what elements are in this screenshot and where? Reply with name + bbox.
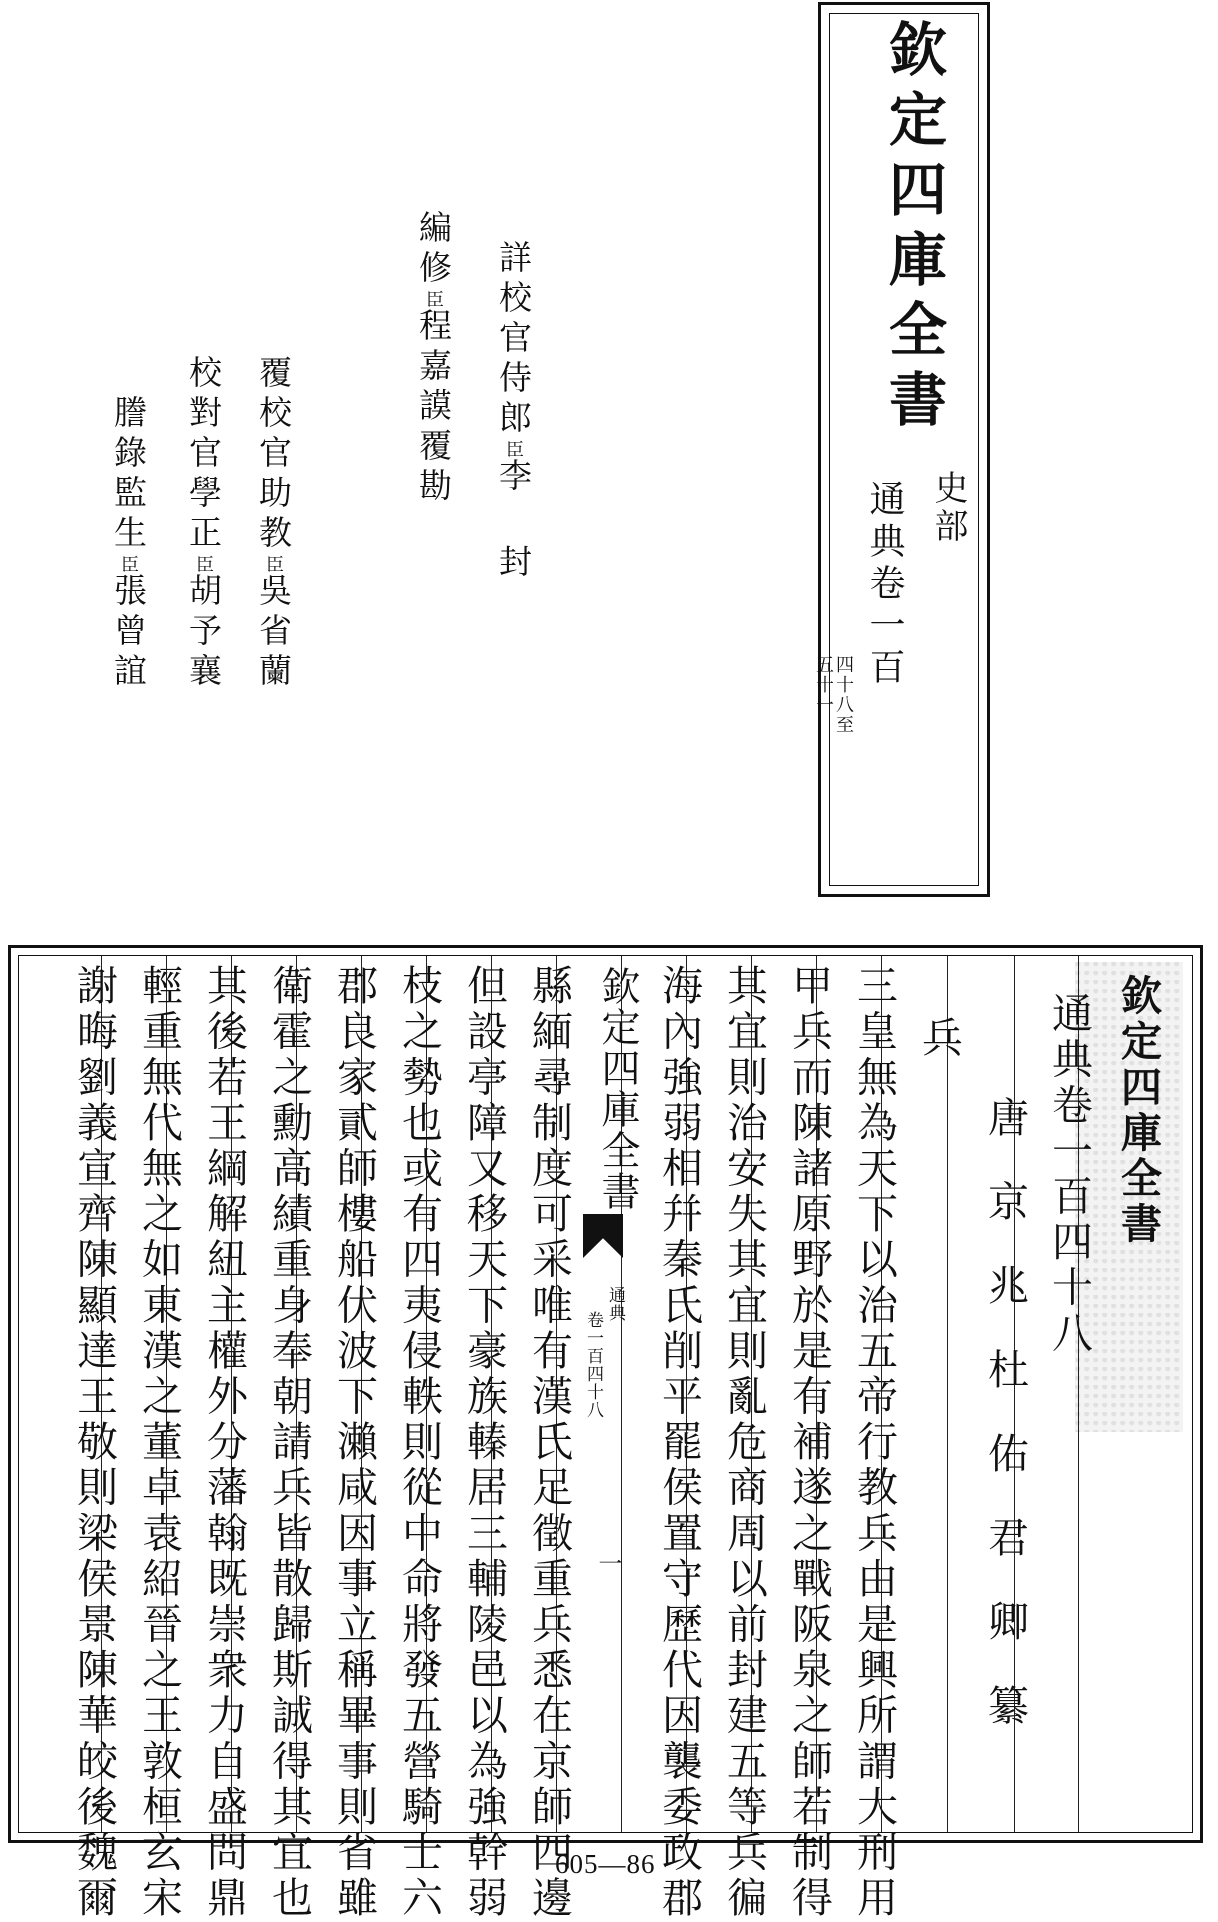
credit-role: 覆校官助教 <box>254 355 293 555</box>
official-mark: 臣 <box>423 290 444 308</box>
volume-range-line1: 四十八至 <box>833 655 854 735</box>
body-column: 海內強弱相幷秦氏削平罷侯置守歷代因襲委政郡 <box>655 964 703 1922</box>
body-column: 縣緬尋制度可采唯有漢氏足徵重兵悉在京師四邊 <box>525 964 573 1922</box>
body-column: 其宜則治安失其宜則亂危商周以前封建五等兵徧 <box>720 964 768 1922</box>
credit-line <box>105 395 152 693</box>
header-title: 欽定四庫全書 <box>1114 974 1162 1248</box>
body-column: 三皇無為天下以治五帝行教兵由是興所謂大刑用 <box>850 964 898 1922</box>
credit-name: 程嘉謨覆勘 <box>414 308 453 508</box>
official-mark: 臣 <box>263 555 284 573</box>
official-mark: 臣 <box>503 440 524 458</box>
column-rule <box>947 956 948 1832</box>
body-column: 郡良家貳師樓船伏波下瀨咸因事立稱畢事則省雖 <box>330 964 378 1922</box>
fold-title: 欽定四庫全書 <box>595 966 640 1212</box>
volume-title: 通典卷一百 <box>864 480 905 690</box>
body-column: 甲兵而陳諸原野於是有補遂之戰阪泉之師若制得 <box>785 964 833 1922</box>
body-column: 枝之勢也或有四夷侵軼則從中命將發五營騎士六 <box>395 964 443 1922</box>
official-mark: 臣 <box>118 555 139 573</box>
credit-line <box>250 355 297 693</box>
volume-range-line2: 五十一 <box>813 655 834 715</box>
fold-book-name: 通典 <box>605 1286 625 1322</box>
credit-role: 校對官學正 <box>184 355 223 555</box>
credit-role: 編修 <box>414 210 453 290</box>
credit-role: 詳校官侍郎 <box>494 240 533 440</box>
credit-line <box>180 355 227 693</box>
book-heading: 通典卷一百四十八 <box>1045 992 1093 1357</box>
official-mark: 臣 <box>193 555 214 573</box>
credit-line <box>410 210 457 508</box>
credit-name: 李 封 <box>494 458 533 584</box>
body-column: 其後若王綱解紐主權外分藩翰既崇衆力自盛問鼎 <box>200 964 248 1922</box>
page-number: 605—86 <box>555 1849 656 1879</box>
fold-volume: 卷一百四十八 <box>583 1311 603 1419</box>
division-label: 史部 <box>928 470 968 546</box>
credit-name: 張曾誼 <box>109 573 148 693</box>
section-title: 兵 <box>915 1016 963 1062</box>
body-column: 但設亭障又移天下豪族轃居三輔陵邑以為強幹弱 <box>460 964 508 1922</box>
credit-name: 吳省蘭 <box>254 573 293 693</box>
collection-title: 欽定四庫全書 <box>879 19 947 439</box>
body-column: 謝晦劉義宣齊陳顯達王敬則梁侯景陳華皎後魏爾 <box>70 964 118 1922</box>
credit-name: 胡予襄 <box>184 573 223 693</box>
credit-role: 謄錄監生 <box>109 395 148 555</box>
author-line: 唐 京 兆 杜 佑 君 卿 纂 <box>981 1096 1029 1726</box>
leaf-number: 一 <box>594 1551 622 1575</box>
title-slip <box>813 2 990 897</box>
fish-tail-mark <box>583 1214 623 1258</box>
body-column: 輕重無代無之如東漢之董卓袁紹晉之王敦桓玄宋 <box>135 964 183 1922</box>
body-column: 衛霍之勳高績重身奉朝請兵皆散歸斯誠得其宜也 <box>265 964 313 1922</box>
credit-line <box>490 240 537 584</box>
